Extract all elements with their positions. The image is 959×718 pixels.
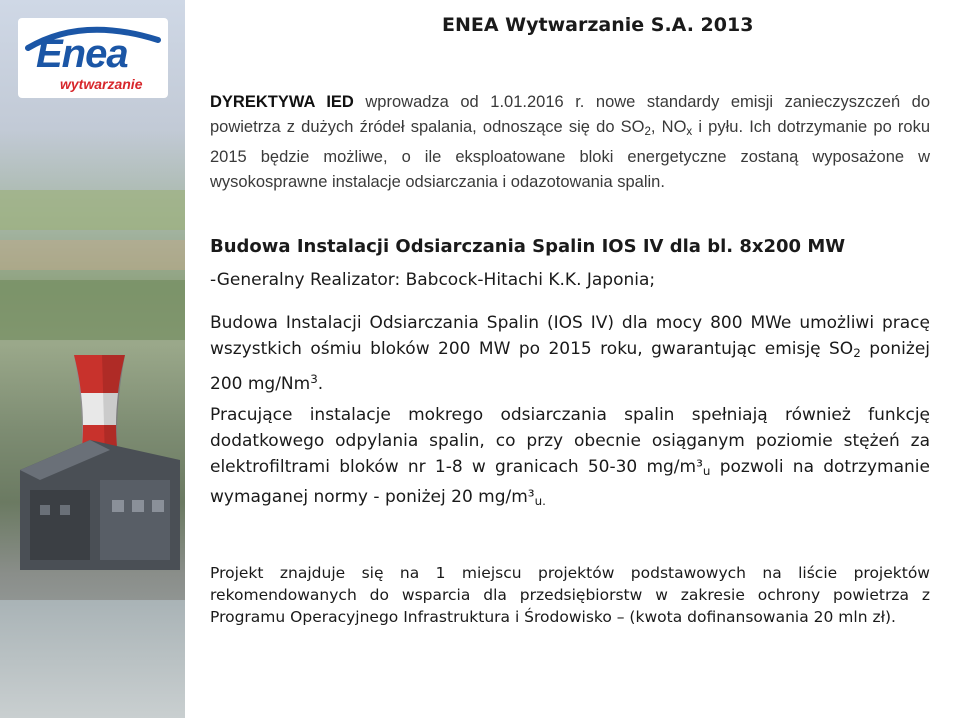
so2-subscript: 2 [853, 346, 861, 360]
logo-word: Enea [36, 32, 128, 76]
enea-logo [18, 18, 168, 98]
field-band [0, 240, 185, 270]
wet-text-1: Pracujące instalacje mokrego odsiarczania spalin spełniają również funkcję dodatkowego odpylania spalin, co przy obecnie osiąganym poziomie stężeń za elektrofiltrami bloków nr 1-8 w granicach 50-30 mg/m³ [210, 405, 930, 477]
section-title: Budowa Instalacji Odsiarczania Spalin IOS IV dla bl. 8x200 MW [210, 236, 846, 257]
nm3-superscript: 3 [310, 372, 318, 386]
nox-subscript: x [686, 126, 693, 138]
general-contractor: -Generalny Realizator: Babcock-Hitachi K.K. Japonia; [210, 270, 656, 290]
wet-text-2: pozwoli na dotrzymanie wymaganej normy - poniżej 20 mg/m³ [210, 457, 930, 507]
ios-text-1: Budowa Instalacji Odsiarczania Spalin (IOS IV) dla mocy 800 MWe umożliwi pracę wszystkich ośmiu bloków 200 MW po 2015 roku, gwarantując emisję SO [210, 313, 930, 359]
ied-paragraph [210, 90, 930, 195]
so2-subscript: 2 [644, 126, 651, 138]
ied-text-3: i pyłu. Ich dotrzymanie po roku 2015 będzie możliwe, o ile eksploatowane bloki energetyczne zostaną wyposażone w wysokosprawne instalacje odsiarczania i odazotowania spalin. [210, 118, 931, 191]
field-band [0, 190, 185, 230]
aerial-photo-strip [0, 0, 185, 718]
ied-lead: DYREKTYWA IED [210, 93, 354, 111]
ios-text-2: poniżej 200 mg/Nm [210, 339, 930, 394]
ios-text-3: . [317, 374, 324, 394]
logo-subtitle: wytwarzanie [60, 76, 143, 92]
project-paragraph: Projekt znajduje się na 1 miejscu projektów podstawowych na liście projektów rekomendowanych do wsparcia dla przedsiębiorstw w zakresie ochrony powietrza z Programu Operacyjnego Infrastruktura i Środowisko – (kwota dofinansowania 20 mln zł). [210, 564, 930, 626]
ied-text-1: wprowadza od 1.01.2016 r. nowe standardy emisji zanieczyszczeń do powietrza z dużych źródeł spalania, odnoszące się do SO [210, 93, 931, 136]
field-band [0, 280, 185, 340]
power-plant-image [20, 430, 180, 570]
page-title: ENEA Wytwarzanie S.A. 2013 [442, 14, 754, 36]
wet-desulfurization-paragraph [210, 402, 930, 514]
ios-paragraph [210, 310, 930, 397]
ied-text-2: , NO [650, 118, 687, 136]
water-area [0, 600, 185, 718]
unit-subscript: u. [534, 494, 546, 508]
unit-subscript: u [702, 464, 711, 478]
